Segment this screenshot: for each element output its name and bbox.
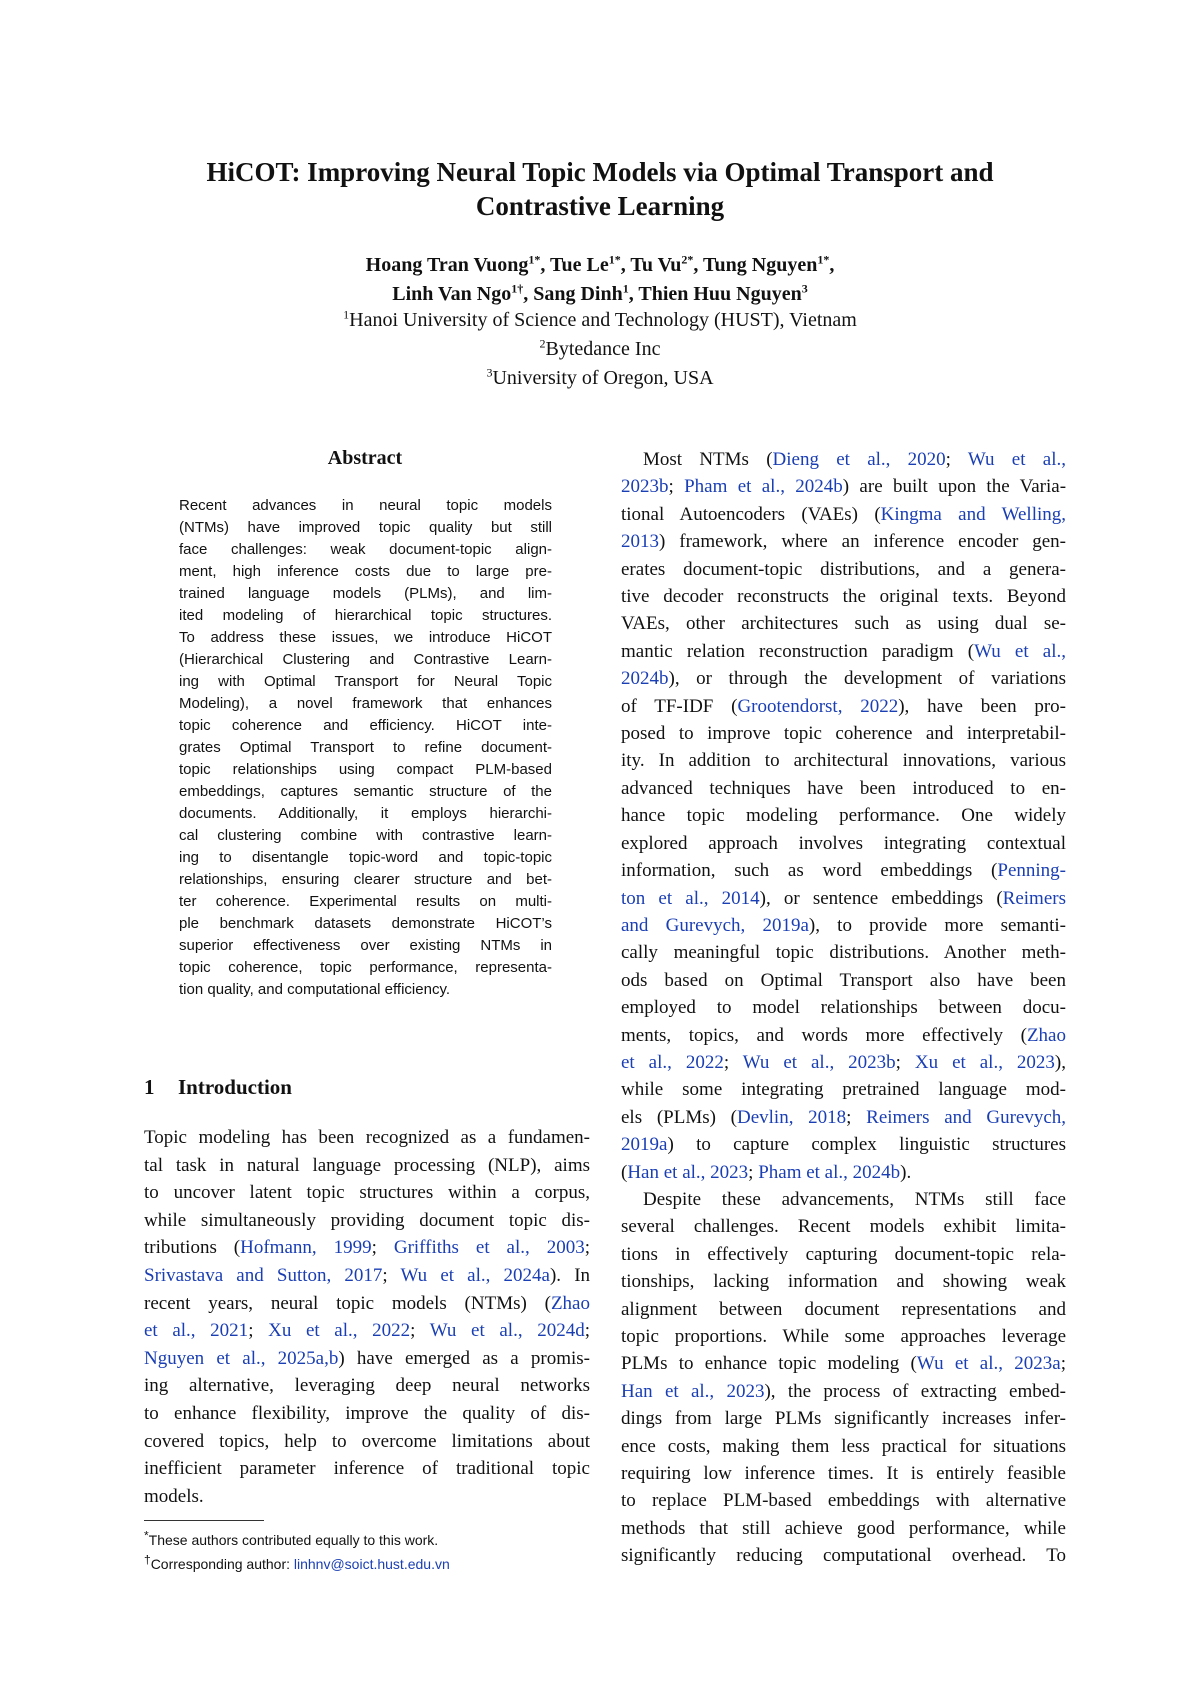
text-line: several challenges. Recent models exhibit limita- [621, 1216, 1066, 1238]
text-line [621, 501, 1066, 528]
text-line [144, 1290, 590, 1318]
affiliation-name: Hanoi University of Science and Technology (HUST), Vietnam [349, 309, 857, 331]
citation-link[interactable]: et al., 2022 [621, 1051, 724, 1073]
text-line: hance topic modeling performance. One widely [621, 805, 1066, 827]
text-line [621, 1049, 1066, 1076]
text-line: while some integrating pretrained language mod- [621, 1079, 1066, 1101]
citation-link[interactable]: Wu et al., [974, 640, 1066, 662]
author-name: Hoang Tran Vuong [365, 254, 529, 276]
citation-link[interactable]: Devlin, 2018 [736, 1106, 847, 1128]
section-title: Introduction [178, 1075, 292, 1099]
author-name: Sang Dinh [533, 283, 623, 305]
footnote-text: These authors contributed equally to this work. [148, 1532, 439, 1548]
abstract-line: documents. Additionally, it employs hierarchi- [179, 805, 552, 822]
text-line [621, 693, 1066, 720]
author-affil-mark: 1 [622, 281, 629, 296]
abstract-line: topic coherence, topic performance, representa- [179, 959, 552, 976]
author-affil-mark: 2* [681, 252, 694, 267]
affiliation [120, 335, 1080, 364]
abstract-line: trained language models (PLMs), and lim- [179, 585, 552, 602]
abstract-line: ment, high inference costs due to large pre- [179, 563, 552, 580]
email-link[interactable]: linhnv@soict.hust.edu.vn [293, 1556, 450, 1572]
author-affil-mark: 1* [528, 252, 541, 267]
text-run: ( [621, 1161, 628, 1183]
abstract-line: (Hierarchical Clustering and Contrastive Learn- [179, 651, 552, 668]
text-line: tions in effectively capturing document-topic rela- [621, 1243, 1066, 1265]
text-line: inefficient parameter inference of traditional topic [144, 1458, 590, 1480]
footnote [144, 1552, 590, 1576]
citation-link[interactable]: Griffiths et al., 2003 [393, 1237, 585, 1259]
text-run: PLMs to enhance topic modeling ( [621, 1353, 917, 1375]
citation-link[interactable]: Hofmann, 1999 [240, 1237, 372, 1259]
citation-link[interactable]: Wu et al., 2024d [429, 1320, 585, 1342]
abstract-line: topic relationships using compact PLM-based [179, 761, 552, 778]
text-line: ods based on Optimal Transport also have been [621, 969, 1066, 991]
text-line: VAEs, other architectures such as using dual se- [621, 613, 1066, 635]
text-line: dings from large PLMs significantly increases infer- [621, 1408, 1066, 1430]
title-line-2: Contrastive Learning [475, 191, 725, 221]
affiliation-mark: 1 [343, 307, 350, 322]
text-line [621, 665, 1066, 692]
text-run: tional Autoencoders (VAEs) ( [621, 503, 881, 525]
text-line: while simultaneously providing document topic dis- [144, 1209, 590, 1231]
text-line [144, 1262, 590, 1290]
text-run: ; [945, 449, 968, 470]
text-line: alignment between document representations and [621, 1298, 1066, 1320]
author-name: Tue Le [549, 254, 609, 276]
text-line [144, 1345, 590, 1373]
affiliation-mark: 2 [539, 336, 546, 351]
text-run: ; [846, 1106, 867, 1128]
citation-link[interactable]: Xu et al., 2022 [268, 1320, 411, 1342]
abstract-line: ing to disentangle topic-word and topic-topic [179, 849, 552, 866]
citation-link[interactable]: Han et al., 2023 [627, 1161, 749, 1183]
affiliation-name: University of Oregon, USA [492, 367, 714, 389]
text-run: ), have been pro- [898, 695, 1066, 717]
text-line: to uncover latent topic structures within a corpus, [144, 1182, 590, 1204]
affiliation-mark: 3 [486, 365, 493, 380]
text-run: Most NTMs ( [643, 449, 773, 470]
citation-link[interactable]: Han et al., 2023 [621, 1380, 765, 1402]
author-name: Tu Vu [630, 254, 682, 276]
text-run: ; [382, 1264, 401, 1286]
abstract-line: cal clustering combine with contrastive learn- [179, 827, 552, 844]
citation-link[interactable]: Kingma and Welling, [880, 503, 1067, 525]
affiliation-list [120, 306, 1080, 393]
text-run: ), to provide more semanti- [808, 914, 1067, 936]
text-run: ; [248, 1320, 269, 1342]
paragraph-ntms [621, 446, 1066, 1186]
text-run: ) to capture complex linguistic structures [667, 1134, 1066, 1156]
text-run: tributions ( [144, 1237, 241, 1259]
abstract-line: ited modeling of hierarchical topic structures. [179, 607, 552, 624]
text-line: requiring low inference times. It is entirely feasible [621, 1463, 1066, 1485]
text-run: ). [900, 1161, 912, 1183]
citation-link[interactable]: Dieng et al., 2020 [772, 449, 946, 470]
citation-link[interactable]: et al., 2021 [144, 1320, 249, 1342]
citation-link[interactable]: Penning- [997, 860, 1066, 882]
text-run: of TF-IDF ( [621, 695, 738, 717]
citation-link[interactable]: Reimers and Gurevych, [866, 1106, 1067, 1128]
affiliation [120, 364, 1080, 393]
citation-link[interactable]: Wu et al., 2023a [916, 1353, 1061, 1375]
text-line: posed to improve topic coherence and interpretabil- [621, 723, 1066, 745]
footnote-text: Corresponding author: [150, 1556, 294, 1572]
text-line: topic proportions. While some approaches leverage [621, 1326, 1066, 1347]
text-run: recent years, neural topic models (NTMs) ( [144, 1292, 551, 1314]
citation-link[interactable]: Zhao [1026, 1024, 1066, 1046]
author-row-2: Linh Van Ngo$^{1\dagger}$, Sang Dinh$^1$, Thien Huu Nguyen$^3$ [392, 281, 808, 305]
text-line: covered topics, help to overcome limitations about [144, 1430, 590, 1452]
text-run: ; [723, 1051, 743, 1073]
text-line: cally meaningful topic distributions. Another meth- [621, 942, 1066, 964]
citation-link[interactable]: Wu et al., 2023b [742, 1051, 896, 1073]
section-number: 1 [144, 1075, 155, 1099]
citation-link[interactable]: Srivastava and Sutton, 2017 [144, 1264, 383, 1286]
text-line: tive decoder reconstructs the original texts. Beyond [621, 586, 1066, 608]
text-line: advanced techniques have been introduced to en- [621, 777, 1066, 799]
text-line [621, 473, 1066, 500]
abstract-line: topic coherence and efficiency. HiCOT inte- [179, 717, 552, 734]
text-run: ; [668, 476, 685, 498]
intro-paragraph [144, 1124, 590, 1510]
text-line: Despite these advancements, NTMs still face [643, 1188, 1066, 1210]
abstract-line: (NTMs) have improved topic quality but still [179, 519, 552, 536]
citation-link[interactable]: Grootendorst, 2022 [737, 695, 899, 717]
text-run: mantic relation reconstruction paradigm ( [621, 640, 975, 662]
author-affil-mark: 3 [801, 281, 808, 296]
text-run: ; [895, 1051, 915, 1073]
text-line [621, 885, 1066, 912]
text-run: ments, topics, and words more effectively ( [621, 1024, 1027, 1046]
text-run: ) have emerged as a promis- [338, 1347, 591, 1369]
text-line [621, 1350, 1066, 1377]
text-run: ). In [549, 1264, 591, 1286]
affiliation [120, 306, 1080, 335]
paragraph-challenges [621, 1186, 1066, 1570]
text-line: ity. In addition to architectural innovations, various [621, 750, 1066, 772]
citation-link[interactable]: 2019a [621, 1134, 668, 1156]
text-run: ), or through the development of variations [668, 668, 1066, 690]
text-run: ; [748, 1161, 759, 1183]
text-line [621, 1378, 1066, 1405]
abstract-line: relationships, ensuring clearer structure and bet- [179, 871, 552, 888]
section-heading [144, 1075, 292, 1100]
author-name: Linh Van Ngo [392, 283, 512, 305]
citation-link[interactable]: ton et al., 2014 [621, 887, 760, 909]
citation-link[interactable]: 2024b [621, 668, 669, 690]
text-line: models. [144, 1485, 204, 1507]
affiliation-name: Bytedance Inc [545, 338, 661, 360]
abstract-line: ple benchmark datasets demonstrate HiCOT’s [179, 915, 552, 932]
text-run: ; [1060, 1353, 1066, 1375]
text-run: ; [410, 1320, 430, 1342]
abstract-line: face challenges: weak document-topic align- [179, 541, 552, 558]
text-line: tionships, lacking information and showing weak [621, 1271, 1066, 1293]
footnote [144, 1528, 590, 1552]
text-line [621, 912, 1066, 939]
text-run: ), [1054, 1051, 1066, 1073]
footnote-divider [144, 1520, 264, 1521]
footnote-mark: † [144, 1552, 151, 1567]
text-line: erates document-topic distributions, and a genera- [621, 558, 1066, 580]
text-line: significantly reducing computational overhead. To [621, 1545, 1066, 1567]
right-column [621, 446, 1066, 1570]
text-run: ; [584, 1237, 591, 1259]
text-line [144, 1317, 590, 1345]
citation-link[interactable]: 2023b [621, 476, 669, 498]
text-run: ) are built upon the Varia- [842, 476, 1067, 498]
author-name: Thien Huu Nguyen [638, 283, 802, 305]
author-affil-mark: 1† [511, 281, 524, 296]
text-line: methods that still achieve good performance, while [621, 1517, 1066, 1539]
author-affil-mark: 1* [817, 252, 830, 267]
abstract-line: tion quality, and computational efficiency. [179, 981, 450, 998]
author-affil-mark: 1* [608, 252, 621, 267]
citation-link[interactable]: and Gurevych, 2019a [621, 914, 809, 936]
title-line-1: HiCOT: Improving Neural Topic Models via Optimal Transport and [206, 157, 994, 187]
text-line: explored approach involves integrating contextual [621, 832, 1066, 854]
text-run: ), or sentence embeddings ( [759, 887, 1003, 909]
citation-link[interactable]: Xu et al., 2023 [914, 1051, 1055, 1073]
text-line [621, 1104, 1066, 1131]
text-line [621, 857, 1066, 884]
text-line [621, 1022, 1066, 1049]
abstract-line: superior effectiveness over existing NTMs in [179, 937, 552, 954]
text-line: Topic modeling has been recognized as a fundamen- [144, 1127, 590, 1148]
text-line: employed to model relationships between docu- [621, 997, 1066, 1019]
footnotes [144, 1528, 590, 1576]
author-list [120, 251, 1080, 309]
text-line [621, 1159, 1066, 1186]
citation-link[interactable]: Pham et al., 2024b [684, 476, 843, 498]
citation-link[interactable]: Nguyen et al., 2025a,b [144, 1347, 339, 1369]
abstract-line: To address these issues, we introduce HiCOT [179, 629, 552, 646]
text-run: ), the process of extracting embed- [764, 1380, 1066, 1402]
abstract-line: Modeling), a novel framework that enhances [179, 695, 552, 712]
text-line [621, 528, 1066, 555]
author-name: Tung Nguyen [703, 254, 818, 276]
paper-title [120, 155, 1080, 223]
abstract-line: Recent advances in neural topic models [179, 497, 552, 514]
text-run: ; [371, 1237, 394, 1259]
text-line [621, 638, 1066, 665]
text-run: ) framework, where an inference encoder gen- [659, 531, 1066, 553]
text-line: ing alternative, leveraging deep neural networks [144, 1375, 590, 1397]
citation-link[interactable]: Zhao [550, 1292, 590, 1314]
abstract-heading: Abstract [327, 447, 403, 469]
abstract-line: grates Optimal Transport to refine document- [179, 739, 552, 756]
text-line: to enhance flexibility, improve the quality of dis- [144, 1402, 590, 1424]
text-run: els (PLMs) ( [621, 1106, 737, 1128]
text-run: information, such as word embeddings ( [621, 860, 998, 882]
text-line [144, 1234, 590, 1262]
citation-link[interactable]: 2013 [621, 531, 659, 553]
citation-link[interactable]: Wu et al., [967, 449, 1066, 470]
text-run: ; [584, 1320, 591, 1342]
text-line [621, 1131, 1066, 1158]
author-row-1: Hoang Tran Vuong$^{1*}$, Tue $Le^{1*}$, Tu $Vu^{2*}$, Tung Nguyen$^{1*}$, [365, 252, 835, 276]
citation-link[interactable]: Wu et al., 2024a [400, 1264, 550, 1286]
abstract-line: ter coherence. Experimental results on multi- [179, 893, 552, 910]
text-line: to replace PLM-based embeddings with alternative [621, 1490, 1066, 1512]
text-line: tal task in natural language processing (NLP), aims [144, 1154, 590, 1176]
abstract-body [179, 495, 552, 1001]
text-line [621, 446, 1066, 473]
text-line: ence costs, making them less practical for situations [621, 1435, 1066, 1457]
citation-link[interactable]: Reimers [1002, 887, 1066, 909]
abstract-line: ing with Optimal Transport for Neural Topic [179, 673, 552, 690]
citation-link[interactable]: Pham et al., 2024b [758, 1161, 901, 1183]
abstract-line: embeddings, captures semantic structure of the [179, 783, 552, 800]
footnote-mark: * [144, 1528, 149, 1543]
